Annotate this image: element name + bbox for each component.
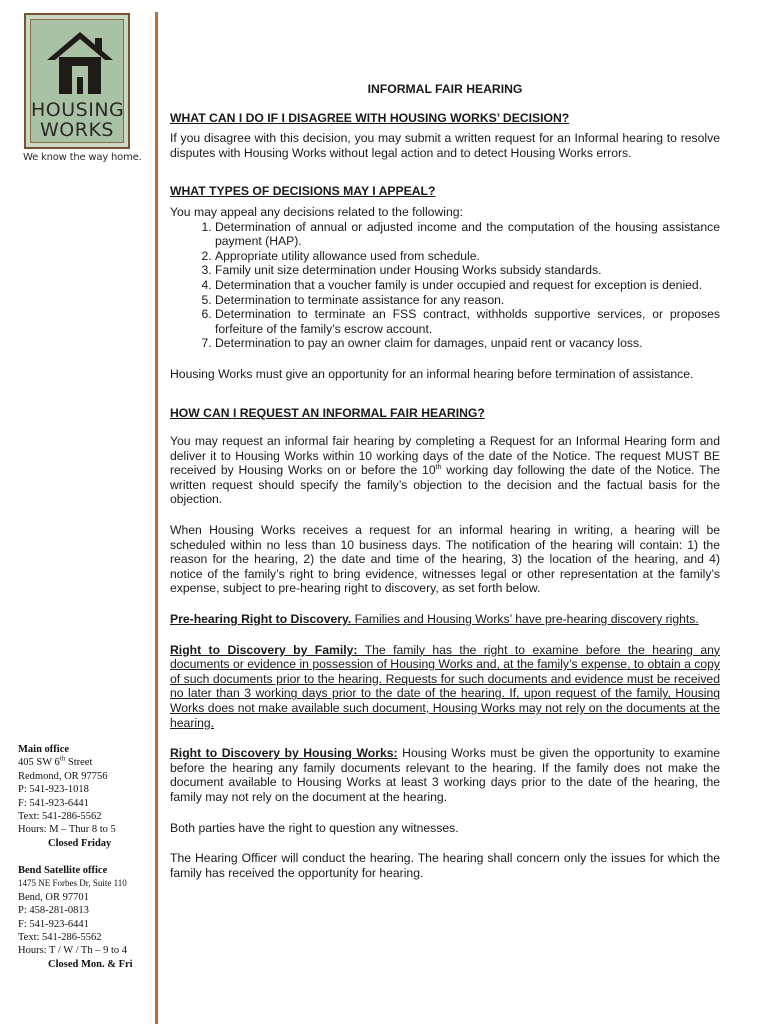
- paragraph-hearing-officer: The Hearing Officer will conduct the hearing. The hearing shall concern only the issues for which the family has received the opportunity for hearing.: [170, 851, 720, 880]
- sidebar: [0, 0, 155, 1024]
- paragraph-hw-discovery: Right to Discovery by Housing Works: Housing Works must be given the opportunity to examine before the hearing any family documents relevant to the hearing. If the family does not make the document available to Housing Works at least 3 working days prior to the date of the hearing, the family may not rely on the document at the hearing.: [170, 746, 721, 804]
- main-office-phone: P: 541-923-1018: [18, 784, 89, 796]
- main-office-block: [18, 743, 116, 850]
- bend-office-block: [18, 864, 133, 971]
- heading-appeal-types: WHAT TYPES OF DECISIONS MAY I APPEAL?: [170, 184, 436, 199]
- document-body: [170, 82, 720, 880]
- main-office-text: Text: 541-286-5562: [18, 811, 102, 823]
- bend-office-street: 1475 NE Forbes Dr, Suite 110: [18, 878, 127, 889]
- house-icon: [45, 30, 115, 94]
- appeal-list: [170, 220, 720, 351]
- vertical-divider: [155, 12, 158, 1024]
- bend-office-title: Bend Satellite office: [18, 865, 108, 876]
- heading-disagree: WHAT CAN I DO IF I DISAGREE WITH HOUSING WORKS’ DECISION?: [170, 110, 570, 125]
- logo-text-works: WORKS: [40, 119, 114, 141]
- bend-office-closed: Closed Mon. & Fri: [48, 958, 133, 970]
- main-office-fax: F: 541-923-6441: [18, 797, 89, 809]
- logo-text-housing: HOUSING: [31, 99, 125, 121]
- paragraph-disagree: If you disagree with this decision, you may submit a written request for an Informal hearing to resolve disputes with Housing Works without legal action and to detect Housing Works errors.: [170, 131, 720, 160]
- paragraph-termination: Housing Works must give an opportunity for an informal hearing before termination of assistance.: [170, 366, 694, 381]
- heading-request: HOW CAN I REQUEST AN INFORMAL FAIR HEARING?: [170, 405, 485, 420]
- list-item: 6. Determination to terminate an FSS contract, withholds supportive services, or proposes forfeiture of the family’s escrow account.: [215, 307, 720, 336]
- page-title: INFORMAL FAIR HEARING: [367, 82, 523, 96]
- paragraph-request: You may request an informal fair hearing by completing a Request for an Informal Hearing form and deliver it to Housing Works within 10 working days of the date of the Notice. The request MUST BE received by Housing Works on or before the 10th working day following the date of the Notice. The written request should specify the family’s objection to the decision and the factual basis for the objection.: [170, 434, 721, 507]
- paragraph-family-discovery: Right to Discovery by Family: The family has the right to examine before the hearing any documents or evidence in possession of Housing Works and, at the family’s expense, to obtain a copy of such documents prior to the hearing. Requests for such documents and evidence must be received no later than 3 working days prior to the date of the hearing. If, upon request of the family, Housing Works does not make available such document, Housing Works may not rely on the documents at the hearing.: [170, 642, 720, 730]
- list-item: 7. Determination to pay an owner claim for damages, unpaid rent or vacancy loss.: [215, 336, 720, 351]
- main-office-title: Main office: [18, 744, 70, 755]
- bend-office-hours: Hours: T / W / Th – 9 to 4: [18, 945, 127, 957]
- bend-office-text: Text: 541-286-5562: [18, 932, 102, 944]
- bend-office-phone: P: 458-281-0813: [18, 905, 89, 917]
- paragraph-appeal-intro: You may appeal any decisions related to the following:: [170, 204, 463, 219]
- logo-tagline: We know the way home.: [23, 152, 142, 163]
- list-item: 3. Family unit size determination under Housing Works subsidy standards.: [215, 263, 720, 278]
- paragraph-witnesses: Both parties have the right to question any witnesses.: [170, 820, 459, 835]
- list-item: 4. Determination that a voucher family is under occupied and request for exception is denied.: [215, 278, 720, 293]
- main-office-city: Redmond, OR 97756: [18, 770, 108, 782]
- list-item: 2. Appropriate utility allowance used from schedule.: [215, 249, 720, 264]
- main-office-street: 405 SW 6th Street: [18, 754, 93, 769]
- bend-office-city: Bend, OR 97701: [18, 891, 89, 903]
- main-office-hours: Hours: M – Thur 8 to 5: [18, 824, 116, 836]
- paragraph-pre-hearing: Pre-hearing Right to Discovery. Families and Housing Works’ have pre-hearing discovery rights.: [170, 612, 699, 627]
- housing-works-logo: [24, 13, 130, 149]
- list-item: 5. Determination to terminate assistance for any reason.: [215, 293, 720, 308]
- paragraph-schedule: When Housing Works receives a request for an informal hearing in writing, a hearing will be scheduled within no less than 10 business days. The notification of the hearing will contain: 1) the reason for the hearing, 2) the date and time of the hearing, 3) the location of the hearing, and 4) notice of the family’s right to bring evidence, witnesses legal or other representation at the family’s expense, subject to pre-hearing right to discovery, as set forth below.: [170, 523, 720, 596]
- bend-office-fax: F: 541-923-6441: [18, 918, 89, 930]
- main-office-closed: Closed Friday: [48, 837, 112, 849]
- list-item: 1. Determination of annual or adjusted income and the computation of the housing assistance payment (HAP).: [215, 220, 720, 249]
